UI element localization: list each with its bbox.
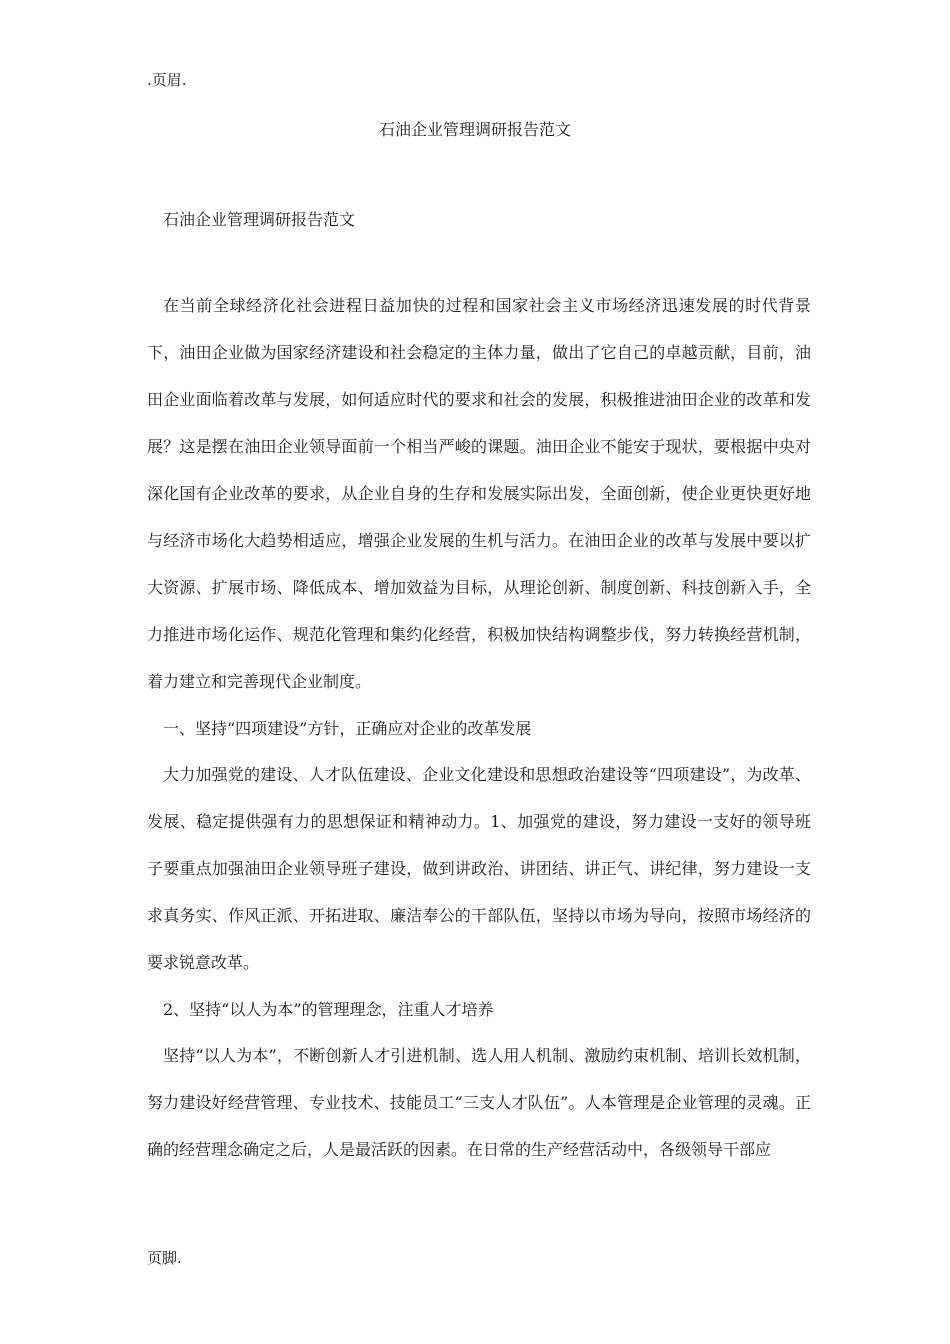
document-subtitle: 石油企业管理调研报告范文 [163, 210, 356, 229]
section-heading-1: 一、坚持“四项建设”方针，正确应对企业的改革发展 [163, 719, 532, 738]
paragraph-four-constructions: 大力加强党的建设、人才队伍建设、企业文化建设和思想政治建设等“四项建设”，为改革、发展、稳定提供强有力的思想保证和精神动力。1、加强党的建设，努力建设一支好的领导班子要重点加强油田企业领导班子建设，做到讲政治、讲团结、讲正气、讲纪律，努力建设一支求真务实、作风正派、开拓进取、廉洁奉公的干部队伍，坚持以市场为导向，按照市场经济的要求锐意改革。 [147, 765, 811, 972]
paragraph-people-oriented: 坚持“以人为本”，不断创新人才引进机制、选人用人机制、激励约束机制、培训长效机制，努力建设好经营管理、专业技术、技能员工“三支人才队伍”。人本管理是企业管理的灵魂。正确的经营理念确定之后，人是最活跃的因素。在日常的生产经营活动中，各级领导干部应 [147, 1046, 811, 1159]
section-heading-2: 2、坚持“以人为本”的管理理念，注重人才培养 [163, 1000, 494, 1019]
page-footer: 页脚. [147, 1249, 182, 1267]
page-header: .页眉. [147, 71, 187, 89]
document-body [147, 282, 811, 1173]
paragraph-intro: 在当前全球经济化社会进程日益加快的过程和国家社会主义市场经济迅速发展的时代背景下，油田企业做为国家经济建设和社会稳定的主体力量，做出了它自己的卓越贡献，目前，油田企业面临着改革与发展，如何适应时代的要求和社会的发展，积极推进油田企业的改革和发展？这是摆在油田企业领导面前一个相当严峻的课题。油田企业不能安于现状，要根据中央对深化国有企业改革的要求，从企业自身的生存和发展实际出发，全面创新，使企业更快更好地与经济市场化大趋势相适应，增强企业发展的生机与活力。在油田企业的改革与发展中要以扩大资源、扩展市场、降低成本、增加效益为目标，从理论创新、制度创新、科技创新入手，全力推进市场化运作、规范化管理和集约化经营，积极加快结构调整步伐，努力转换经营机制，着力建立和完善现代企业制度。 [147, 296, 811, 691]
document-title: 石油企业管理调研报告范文 [378, 120, 571, 139]
